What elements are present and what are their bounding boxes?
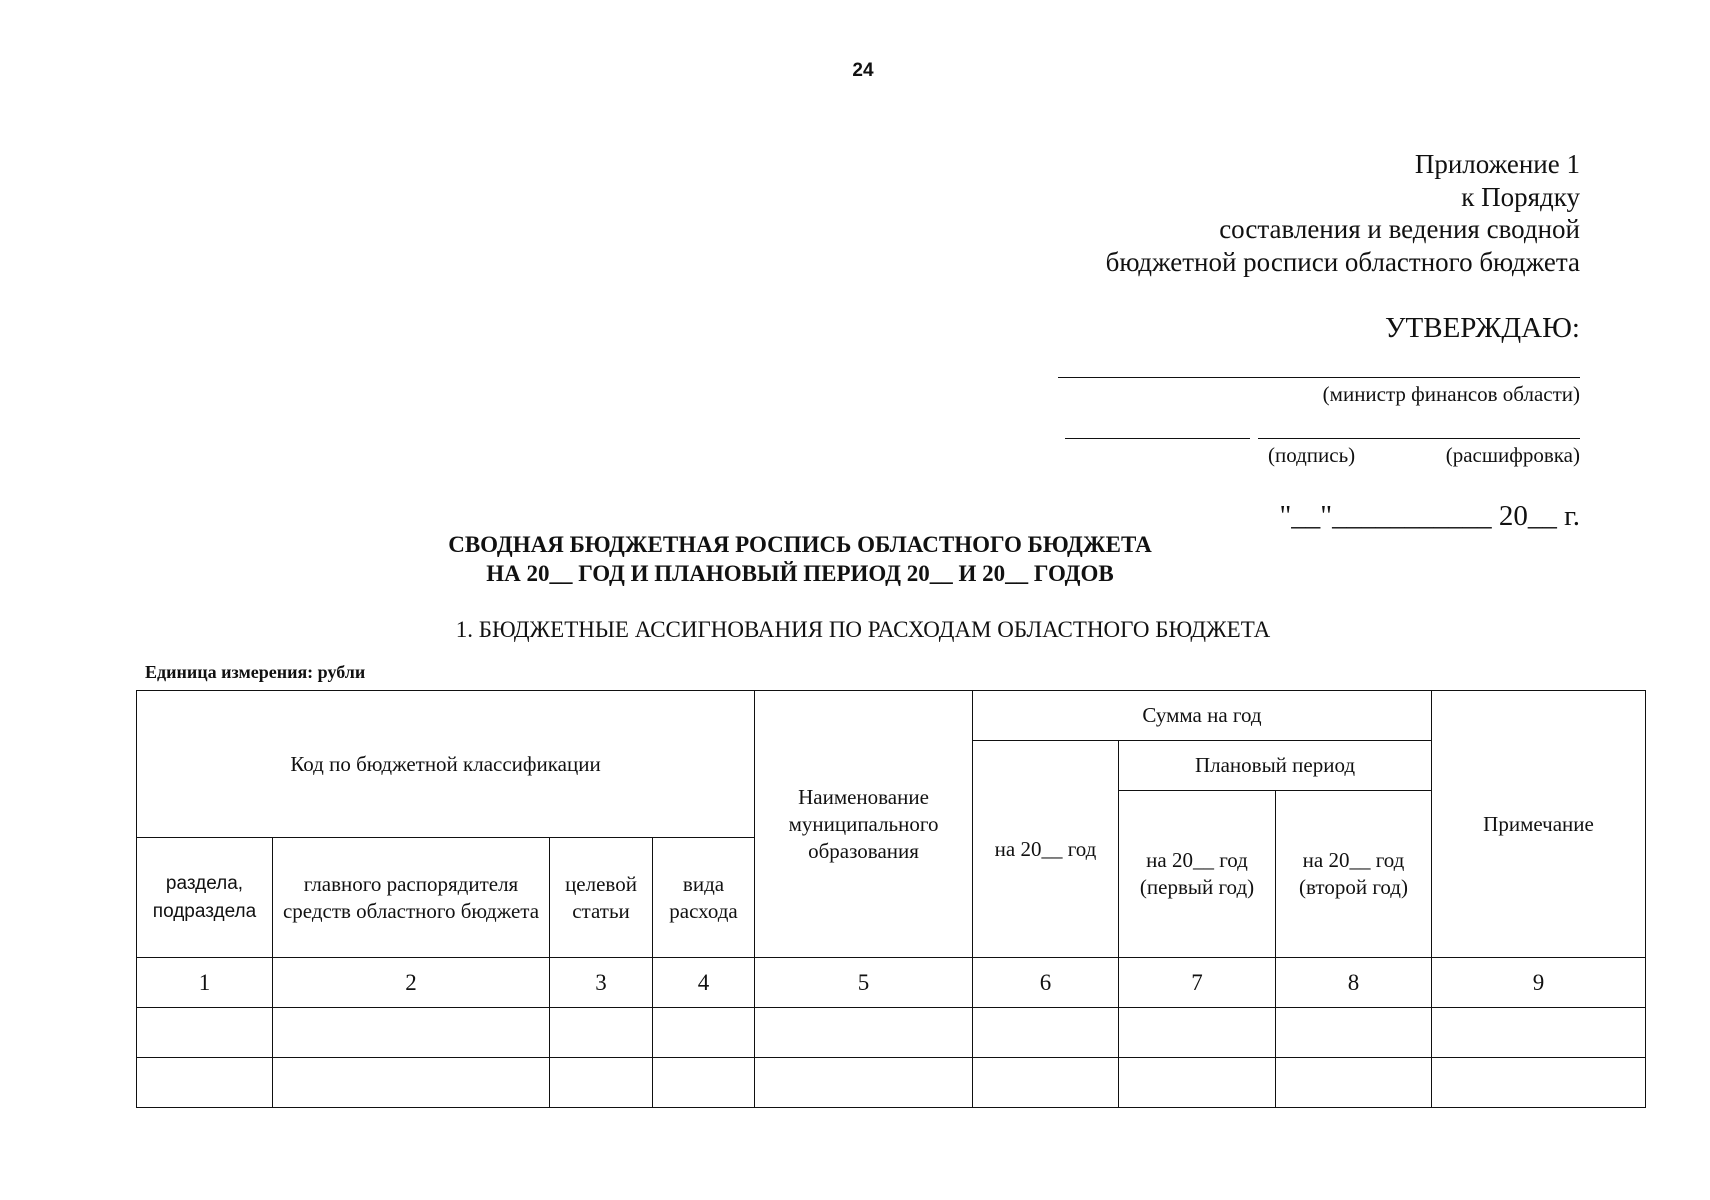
header-note: Примечание: [1432, 691, 1646, 958]
approval-heading: УТВЕРЖДАЮ:: [1385, 312, 1580, 344]
title-line: НА 20__ ГОД И ПЛАНОВЫЙ ПЕРИОД 20__ И 20__ ГОДОВ: [486, 561, 1114, 586]
col-year: на 20__ год: [973, 741, 1119, 958]
column-number: 9: [1432, 958, 1646, 1008]
section-title: 1. БЮДЖЕТНЫЕ АССИГНОВАНИЯ ПО РАСХОДАМ ОБЛАСТНОГО БЮДЖЕТА: [455, 617, 1271, 642]
appendix-line: составления и ведения сводной: [1219, 214, 1580, 244]
empty-cell: [273, 1058, 550, 1108]
appendix-line: к Порядку: [1461, 181, 1580, 212]
empty-cell: [137, 1058, 273, 1108]
page-number: 24: [852, 60, 874, 81]
column-number: 4: [653, 958, 755, 1008]
empty-cell: [973, 1008, 1119, 1058]
empty-cell: [1276, 1008, 1432, 1058]
signature-caption: (подпись): [1268, 443, 1356, 467]
header-plan-period: Плановый период: [1119, 741, 1432, 791]
column-number: 5: [755, 958, 973, 1008]
col-main-manager: главного распорядителя средств областного бюджета: [273, 838, 550, 958]
appendix-block: [1106, 148, 1580, 278]
unit-note: Единица измерения: рубли: [145, 662, 366, 682]
empty-cell: [1432, 1058, 1646, 1108]
budget-table: [136, 690, 1646, 1108]
document-title: [180, 530, 1420, 588]
decoding-caption: (расшифровка): [1445, 443, 1580, 467]
empty-cell: [653, 1008, 755, 1058]
empty-cell: [755, 1058, 973, 1108]
empty-cell: [973, 1058, 1119, 1108]
col-second-year: на 20__ год (второй год): [1276, 791, 1432, 958]
column-number: 3: [550, 958, 653, 1008]
minister-line: [1058, 377, 1580, 378]
empty-cell: [1119, 1008, 1276, 1058]
approval-date: "__"___________ 20__ г.: [1279, 500, 1580, 532]
column-number: 7: [1119, 958, 1276, 1008]
appendix-line: бюджетной росписи областного бюджета: [1105, 246, 1580, 277]
empty-cell: [1432, 1008, 1646, 1058]
header-municipality: Наименование муниципального образования: [755, 691, 973, 958]
col-section: раздела, подраздела: [137, 838, 273, 958]
empty-cell: [550, 1008, 653, 1058]
empty-cell: [755, 1008, 973, 1058]
empty-cell: [653, 1058, 755, 1108]
empty-cell: [1119, 1058, 1276, 1108]
empty-cell: [1276, 1058, 1432, 1108]
title-line: СВОДНАЯ БЮДЖЕТНАЯ РОСПИСЬ ОБЛАСТНОГО БЮДЖЕТА: [448, 532, 1152, 557]
column-number: 1: [137, 958, 273, 1008]
signature-line: [1065, 438, 1250, 439]
empty-cell: [550, 1058, 653, 1108]
col-target-item: целевой статьи: [550, 838, 653, 958]
column-number: 8: [1276, 958, 1432, 1008]
column-number: 6: [973, 958, 1119, 1008]
appendix-line: Приложение 1: [1414, 149, 1580, 179]
header-code: Код по бюджетной классификации: [137, 691, 755, 838]
header-sum: Сумма на год: [973, 691, 1432, 741]
column-number: 2: [273, 958, 550, 1008]
col-expense-type: вида расхода: [653, 838, 755, 958]
empty-cell: [273, 1008, 550, 1058]
col-first-year: на 20__ год (первый год): [1119, 791, 1276, 958]
minister-caption: (министр финансов области): [1322, 382, 1580, 406]
decoding-line: [1258, 438, 1580, 439]
empty-cell: [137, 1008, 273, 1058]
